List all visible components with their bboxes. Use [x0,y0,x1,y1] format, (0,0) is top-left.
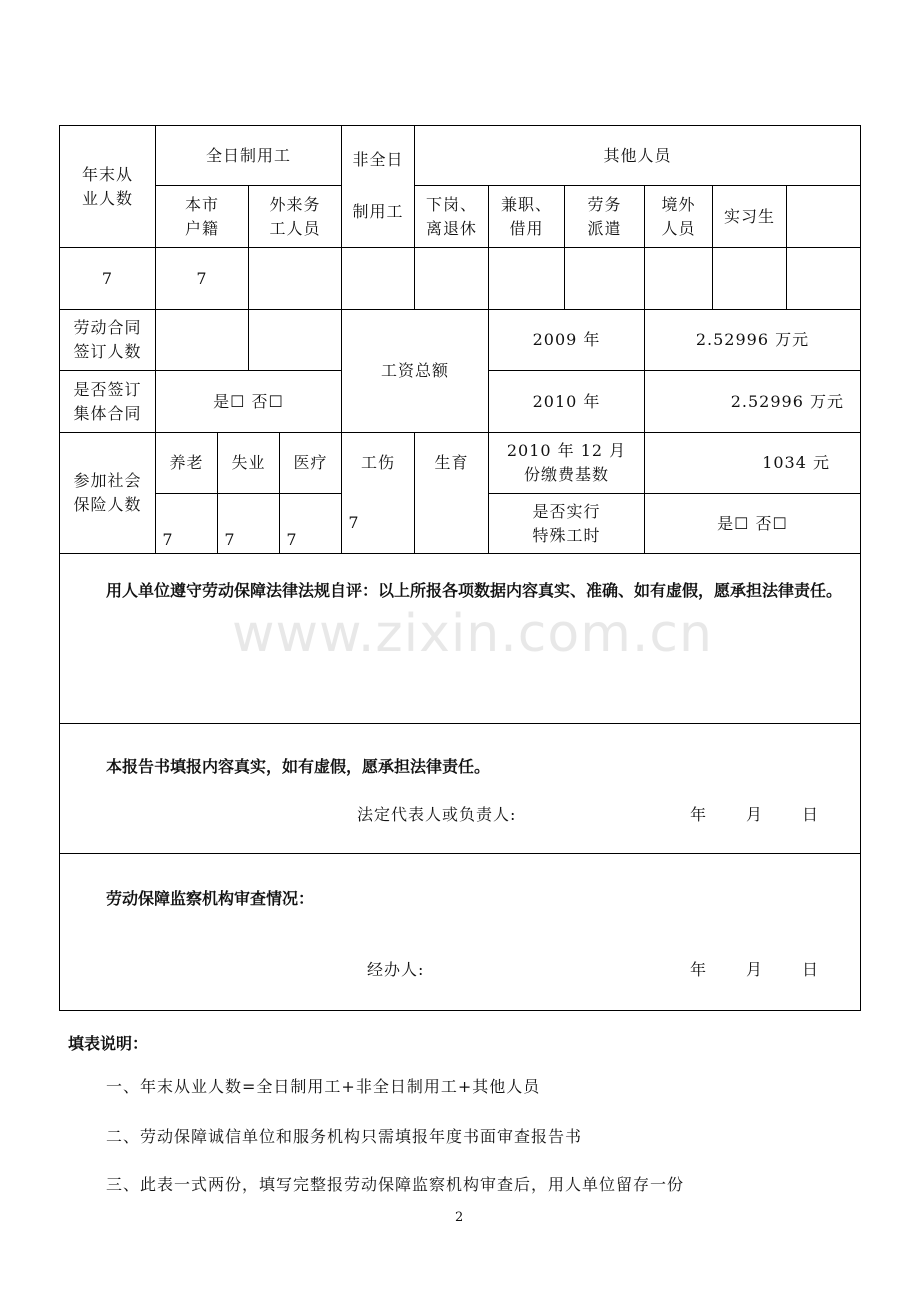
non-full-time-header-line2: 制用工 [352,202,404,221]
note-item-1: 一、年末从业人数=全日制用工+非全日制用工+其他人员 [106,1077,541,1096]
collective-contract-label: 是否签订 集体合同 [73,379,142,423]
contribution-base-value[interactable]: 1034 元 [762,453,830,472]
wage-2009-value[interactable]: 2.52996 万元 [695,330,810,349]
total-employees-value[interactable]: 7 [101,268,114,288]
non-full-time-header-line1: 非全日 [352,150,404,169]
pension-count[interactable]: 7 [162,530,174,549]
declaration-text: 本报告书填报内容真实，如有虚假，愿承担法律责任。 [106,757,491,776]
declaration-date-year: 年 [690,805,708,824]
declaration-date-day: 日 [802,805,820,824]
unemployment-count[interactable]: 7 [224,530,236,549]
watermark: www.zixin.com.cn [232,604,713,664]
special-hours-choice[interactable]: 是☐ 否☐ [717,513,788,533]
pension-header: 养老 [169,453,204,472]
migrant-worker-header: 外来务 工人员 [269,194,321,238]
notes-title: 填表说明： [68,1034,149,1053]
social-insurance-label: 参加社会 保险人数 [73,471,142,514]
wage-2010-value[interactable]: 2.52996 万元 [730,391,844,411]
other-staff-header: 其他人员 [603,145,672,165]
injury-count[interactable]: 7 [348,513,360,532]
laid-off-retired-header: 下岗、 离退休 [425,194,477,238]
declaration-date-month: 月 [746,805,764,824]
self-evaluation-text: 用人单位遵守劳动保障法律法规自评：以上所报各项数据内容真实、准确、如有虚假，愿承担法律责任。 [106,581,843,600]
maternity-header: 生育 [434,453,469,472]
legal-representative-label: 法定代表人或负责人: [357,805,517,824]
labor-contract-label: 劳动合同 签订人数 [73,318,142,361]
page-number: 2 [455,1210,464,1225]
foreign-staff-header: 境外 人员 [661,194,696,238]
injury-header: 工伤 [360,453,395,472]
note-item-3: 三、此表一式两份，填写完整报劳动保障监察机构审查后，用人单位留存一份 [106,1175,685,1194]
wage-total-label: 工资总额 [380,361,449,380]
local-hukou-value[interactable]: 7 [196,268,208,288]
medical-count[interactable]: 7 [286,530,298,549]
medical-header: 医疗 [293,453,328,472]
special-hours-label: 是否实行 特殊工时 [532,501,601,545]
year-2009-label: 2009 年 [532,330,601,349]
review-date-year: 年 [690,960,708,979]
part-time-header: 兼职、 借用 [500,194,552,238]
review-date-day: 日 [802,960,820,979]
review-date-month: 月 [746,960,764,979]
note-item-2: 二、劳动保障诚信单位和服务机构只需填报年度书面审查报告书 [106,1127,583,1146]
collective-contract-choice[interactable]: 是☐ 否☐ [213,391,284,411]
year-2010-label: 2010 年 [532,391,601,411]
year-end-employees-header: 年末从 业人数 [81,164,133,208]
local-hukou-header: 本市 户籍 [184,194,219,238]
intern-header: 实习生 [723,206,775,226]
contribution-base-label: 2010 年 12 月 份缴费基数 [506,441,627,484]
handler-label: 经办人: [367,960,425,979]
review-title: 劳动保障监察机构审查情况： [106,889,315,908]
full-time-header: 全日制用工 [205,145,291,165]
labor-dispatch-header: 劳务 派遣 [587,194,622,238]
unemployment-header: 失业 [231,453,266,472]
